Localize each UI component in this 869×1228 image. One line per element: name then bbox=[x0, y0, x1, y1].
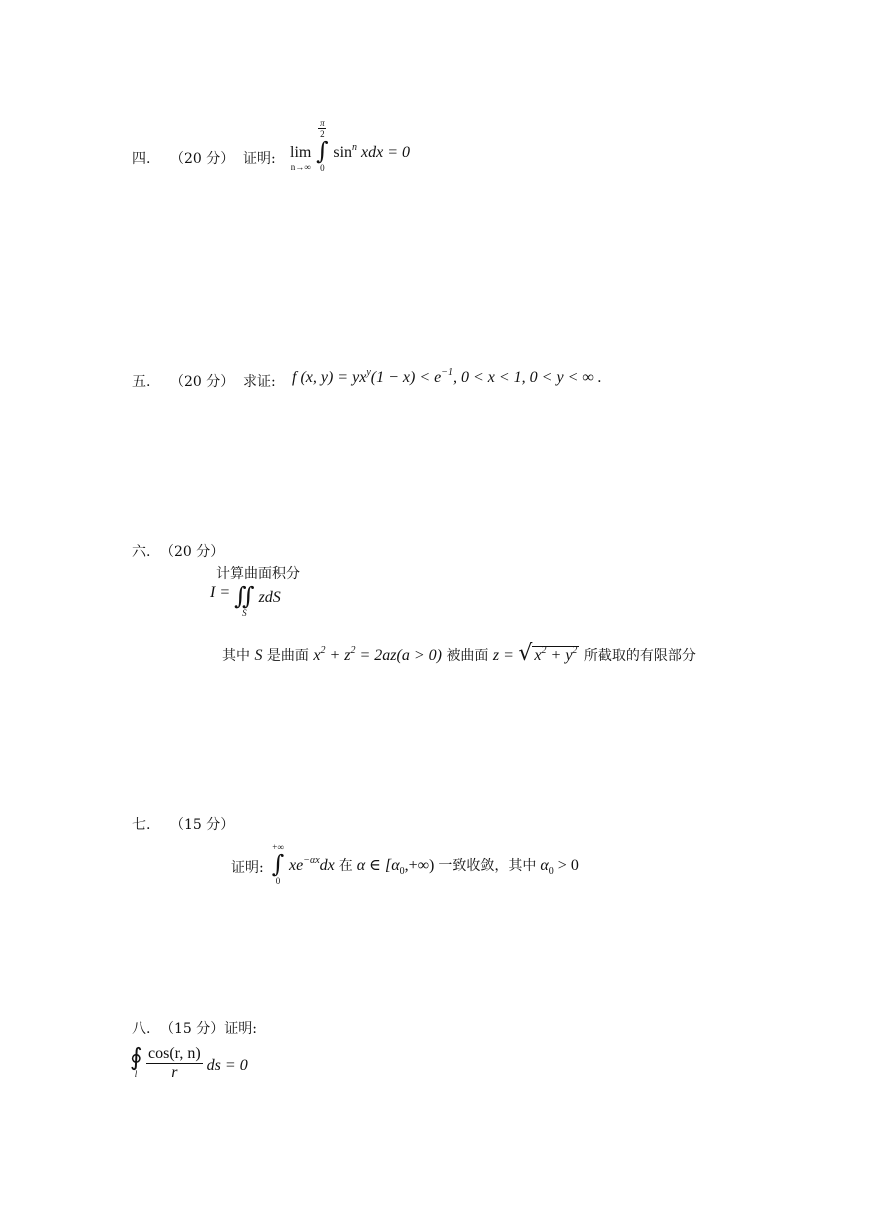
q4-prompt: 证明: bbox=[243, 151, 276, 167]
q6-integral: I = ∬ S zdS bbox=[210, 582, 281, 618]
q4-lim-sub: n→∞ bbox=[290, 162, 311, 172]
q4-upper-den: 2 bbox=[320, 129, 325, 139]
q7-number: 七. bbox=[132, 817, 151, 833]
q8-score: （15 分）证明: bbox=[160, 1021, 257, 1037]
q7-formula: +∞ ∫ 0 $xe^{-\alpha x}dx$ 在 α ∈ $[\alpha_0,+\infty)$ 一致收敛，其中 $\alpha_0 > 0$ bbox=[271, 842, 579, 886]
q6-score: （20 分） bbox=[160, 544, 225, 560]
q5-score: （20 分） bbox=[170, 374, 235, 390]
q4-number: 四. bbox=[132, 151, 151, 167]
q7-score: （15 分） bbox=[170, 817, 235, 833]
q5-prompt: 求证: bbox=[243, 374, 276, 390]
q6-region: S bbox=[242, 608, 247, 618]
q4-power: n bbox=[352, 142, 358, 153]
q7-prompt: 证明: bbox=[231, 860, 264, 876]
q4-tail: xdx = 0 bbox=[361, 144, 411, 161]
q6-condition: 其中 S 是曲面 $x^2 + z^2 = 2az(a > 0)$ 被曲面 z = √ $x^2 + y^2$ 所截取的有限部分 bbox=[222, 641, 696, 666]
q8-formula: ∮ l $\frac{\cos(r, n)}{r}$ ds = 0 bbox=[130, 1043, 248, 1081]
q5-number: 五. bbox=[132, 374, 151, 390]
q4-sin: sin bbox=[333, 144, 353, 161]
sqrt-icon: √ bbox=[518, 641, 533, 666]
q4-score: （20 分） bbox=[170, 151, 235, 167]
q6-line1: 计算曲面积分 bbox=[216, 566, 300, 582]
q4-lim: lim bbox=[290, 144, 312, 161]
q4-lower: 0 bbox=[320, 163, 325, 173]
q4-upper: π bbox=[320, 118, 325, 128]
double-integral-sign: ∬ bbox=[234, 582, 255, 610]
q6-number: 六. bbox=[132, 544, 151, 560]
q4-formula: lim n→∞ π 2 ∫ 0 $\sin^n$ xdx = 0 bbox=[290, 118, 411, 173]
q8-number: 八. bbox=[132, 1021, 151, 1037]
contour-integral-icon: ∮ bbox=[130, 1043, 143, 1071]
q5-formula: f (x, $y) = yx^y(1 - x) < e^{-1}$, 0 < x < 1, 0 < y < ∞ . bbox=[292, 367, 602, 386]
